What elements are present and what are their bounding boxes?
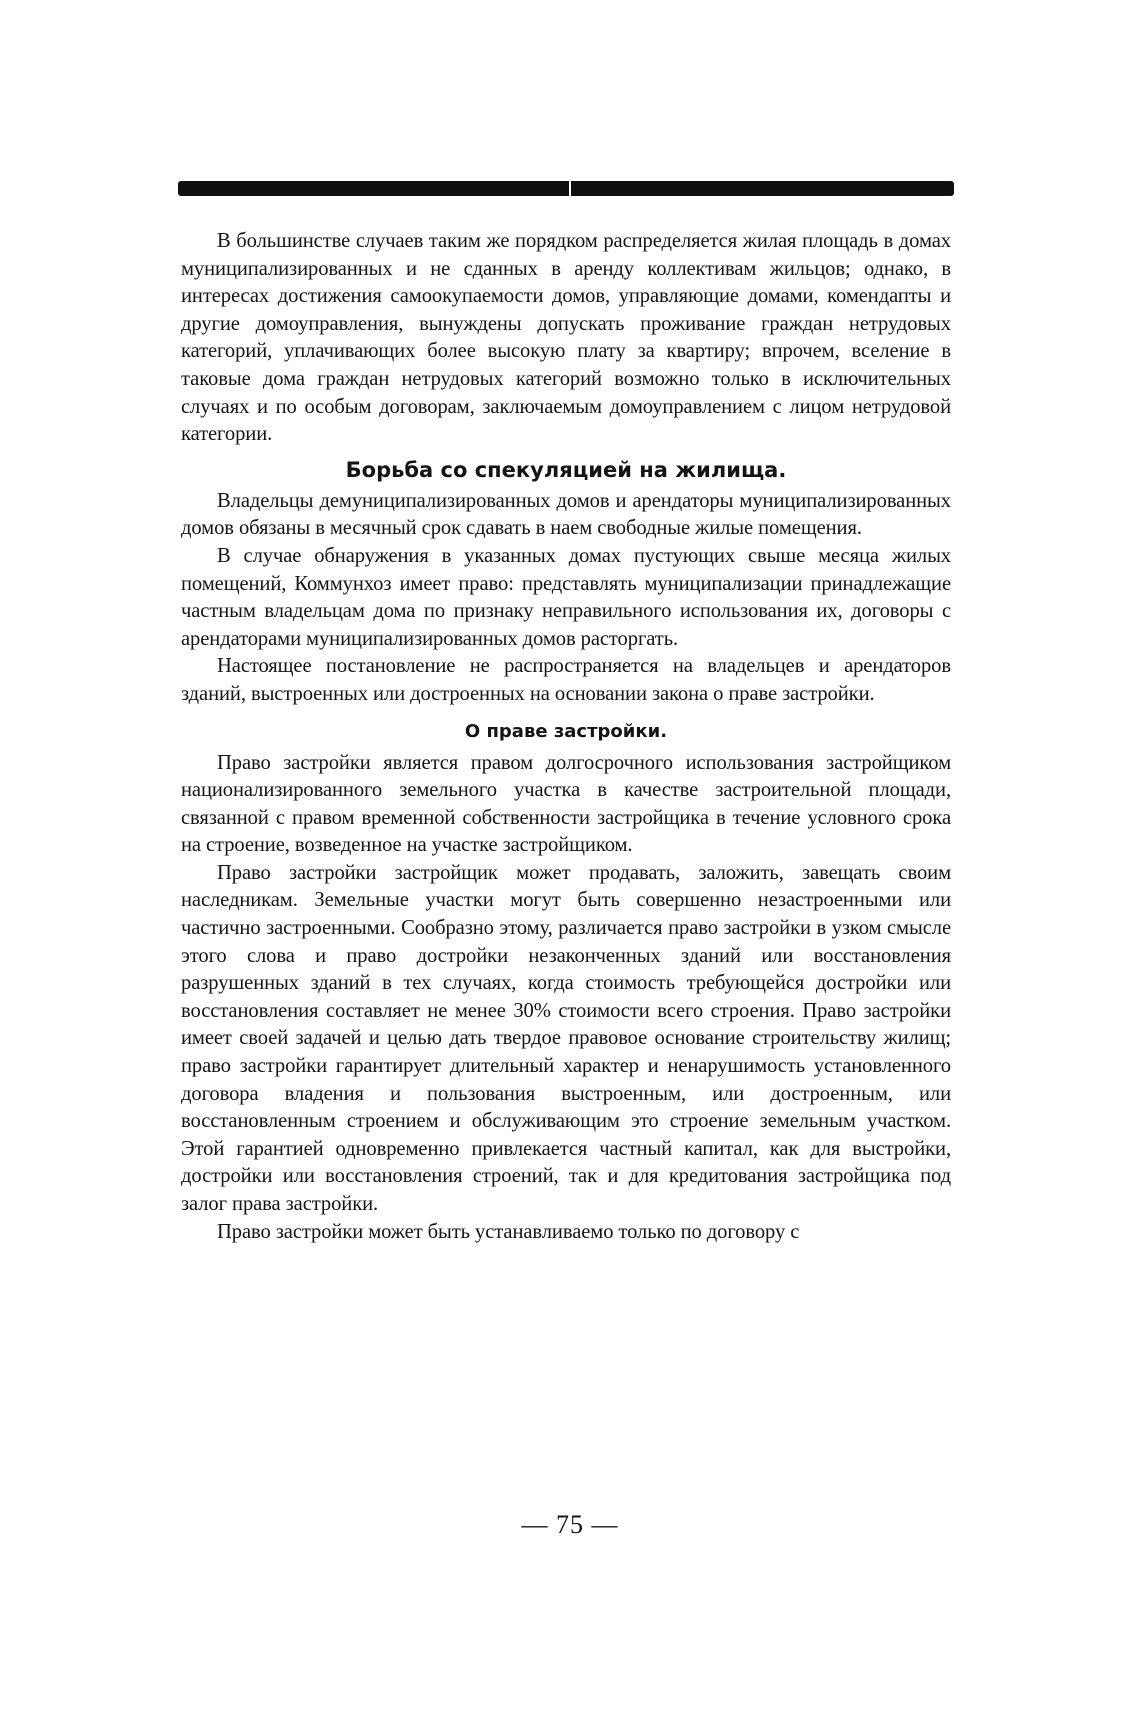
paragraph: Настоящее постановление не распространяется на владельцев и арендаторов зданий, выстроенных или достроенных на основании закона о праве застройки. bbox=[181, 655, 951, 705]
header-rule-notch bbox=[569, 181, 571, 196]
paragraph: В случае обнаружения в указанных домах пустующих свыше месяца жилых помещений, Коммунхоз имеет право: представлять муниципализации принадлежащие частным владельцам дома по признаку неправильного использования их, договоры с арендаторами муниципализированных домов расторгать. bbox=[181, 544, 951, 650]
header-rule bbox=[178, 181, 954, 196]
page-number: — 75 — bbox=[521, 1510, 619, 1539]
section-heading: О праве застройки. bbox=[464, 720, 668, 742]
paragraph: Право застройки застройщик может продавать, заложить, завещать своим наследникам. Земельные участки могут быть совершенно незастроенными или частично застроенными. Сообразно этому, различается право застройки в узком смысле этого слова и право достройки незаконченных зданий или восстановления разрушенных зданий в тех случаях, когда стоимость требующейся достройки или восстановления составляет не менее 30% стоимости всего строения. Право застройки имеет своей задачей и целью дать твердое правовое основание строительству жилищ; право застройки гарантирует длительный характер и ненарушимость установленного договора владения и пользования выстроенным, или достроенным, или восстановленным строением и обслуживающим это строение земельным участком. Этой гарантией одновременно привлекается частный капитал, как для выстройки, достройки или восстановления строений, так и для кредитования застройщика под залог права застройки. bbox=[181, 861, 951, 1215]
page-body bbox=[181, 228, 951, 1246]
paragraph: Право застройки может быть устанавливаемо только по договору с bbox=[217, 1220, 800, 1243]
paragraph: Право застройки является правом долгосрочного использования застройщиком национализированного земельного участка в качестве застроительной площади, связанной с правом временной собственности застройщика в течение условного срока на строение, возведенное на участке застройщиком. bbox=[181, 751, 951, 857]
paragraph: Владельцы демуниципализированных домов и арендаторы муниципализированных домов обязаны в месячный срок сдавать в наем свободные жилые помещения. bbox=[181, 489, 951, 540]
section-heading: Борьба со спекуляцией на жилища. bbox=[345, 457, 787, 482]
paragraph: В большинстве случаев таким же порядком распределяется жилая площадь в домах муниципализированных и не сданных в аренду коллективам жильцов; однако, в интересах достижения самоокупаемости домов, управляющие домами, комендапты и другие домоуправления, вынуждены допускать проживание граждан нетрудовых категорий, уплачивающих более высокую плату за квартиру; впрочем, вселение в таковые дома граждан нетрудовых категорий возможно только в исключительных случаях и по особым договорам, заключаемым домоуправлением с лицом нетрудовой категории. bbox=[181, 230, 951, 446]
